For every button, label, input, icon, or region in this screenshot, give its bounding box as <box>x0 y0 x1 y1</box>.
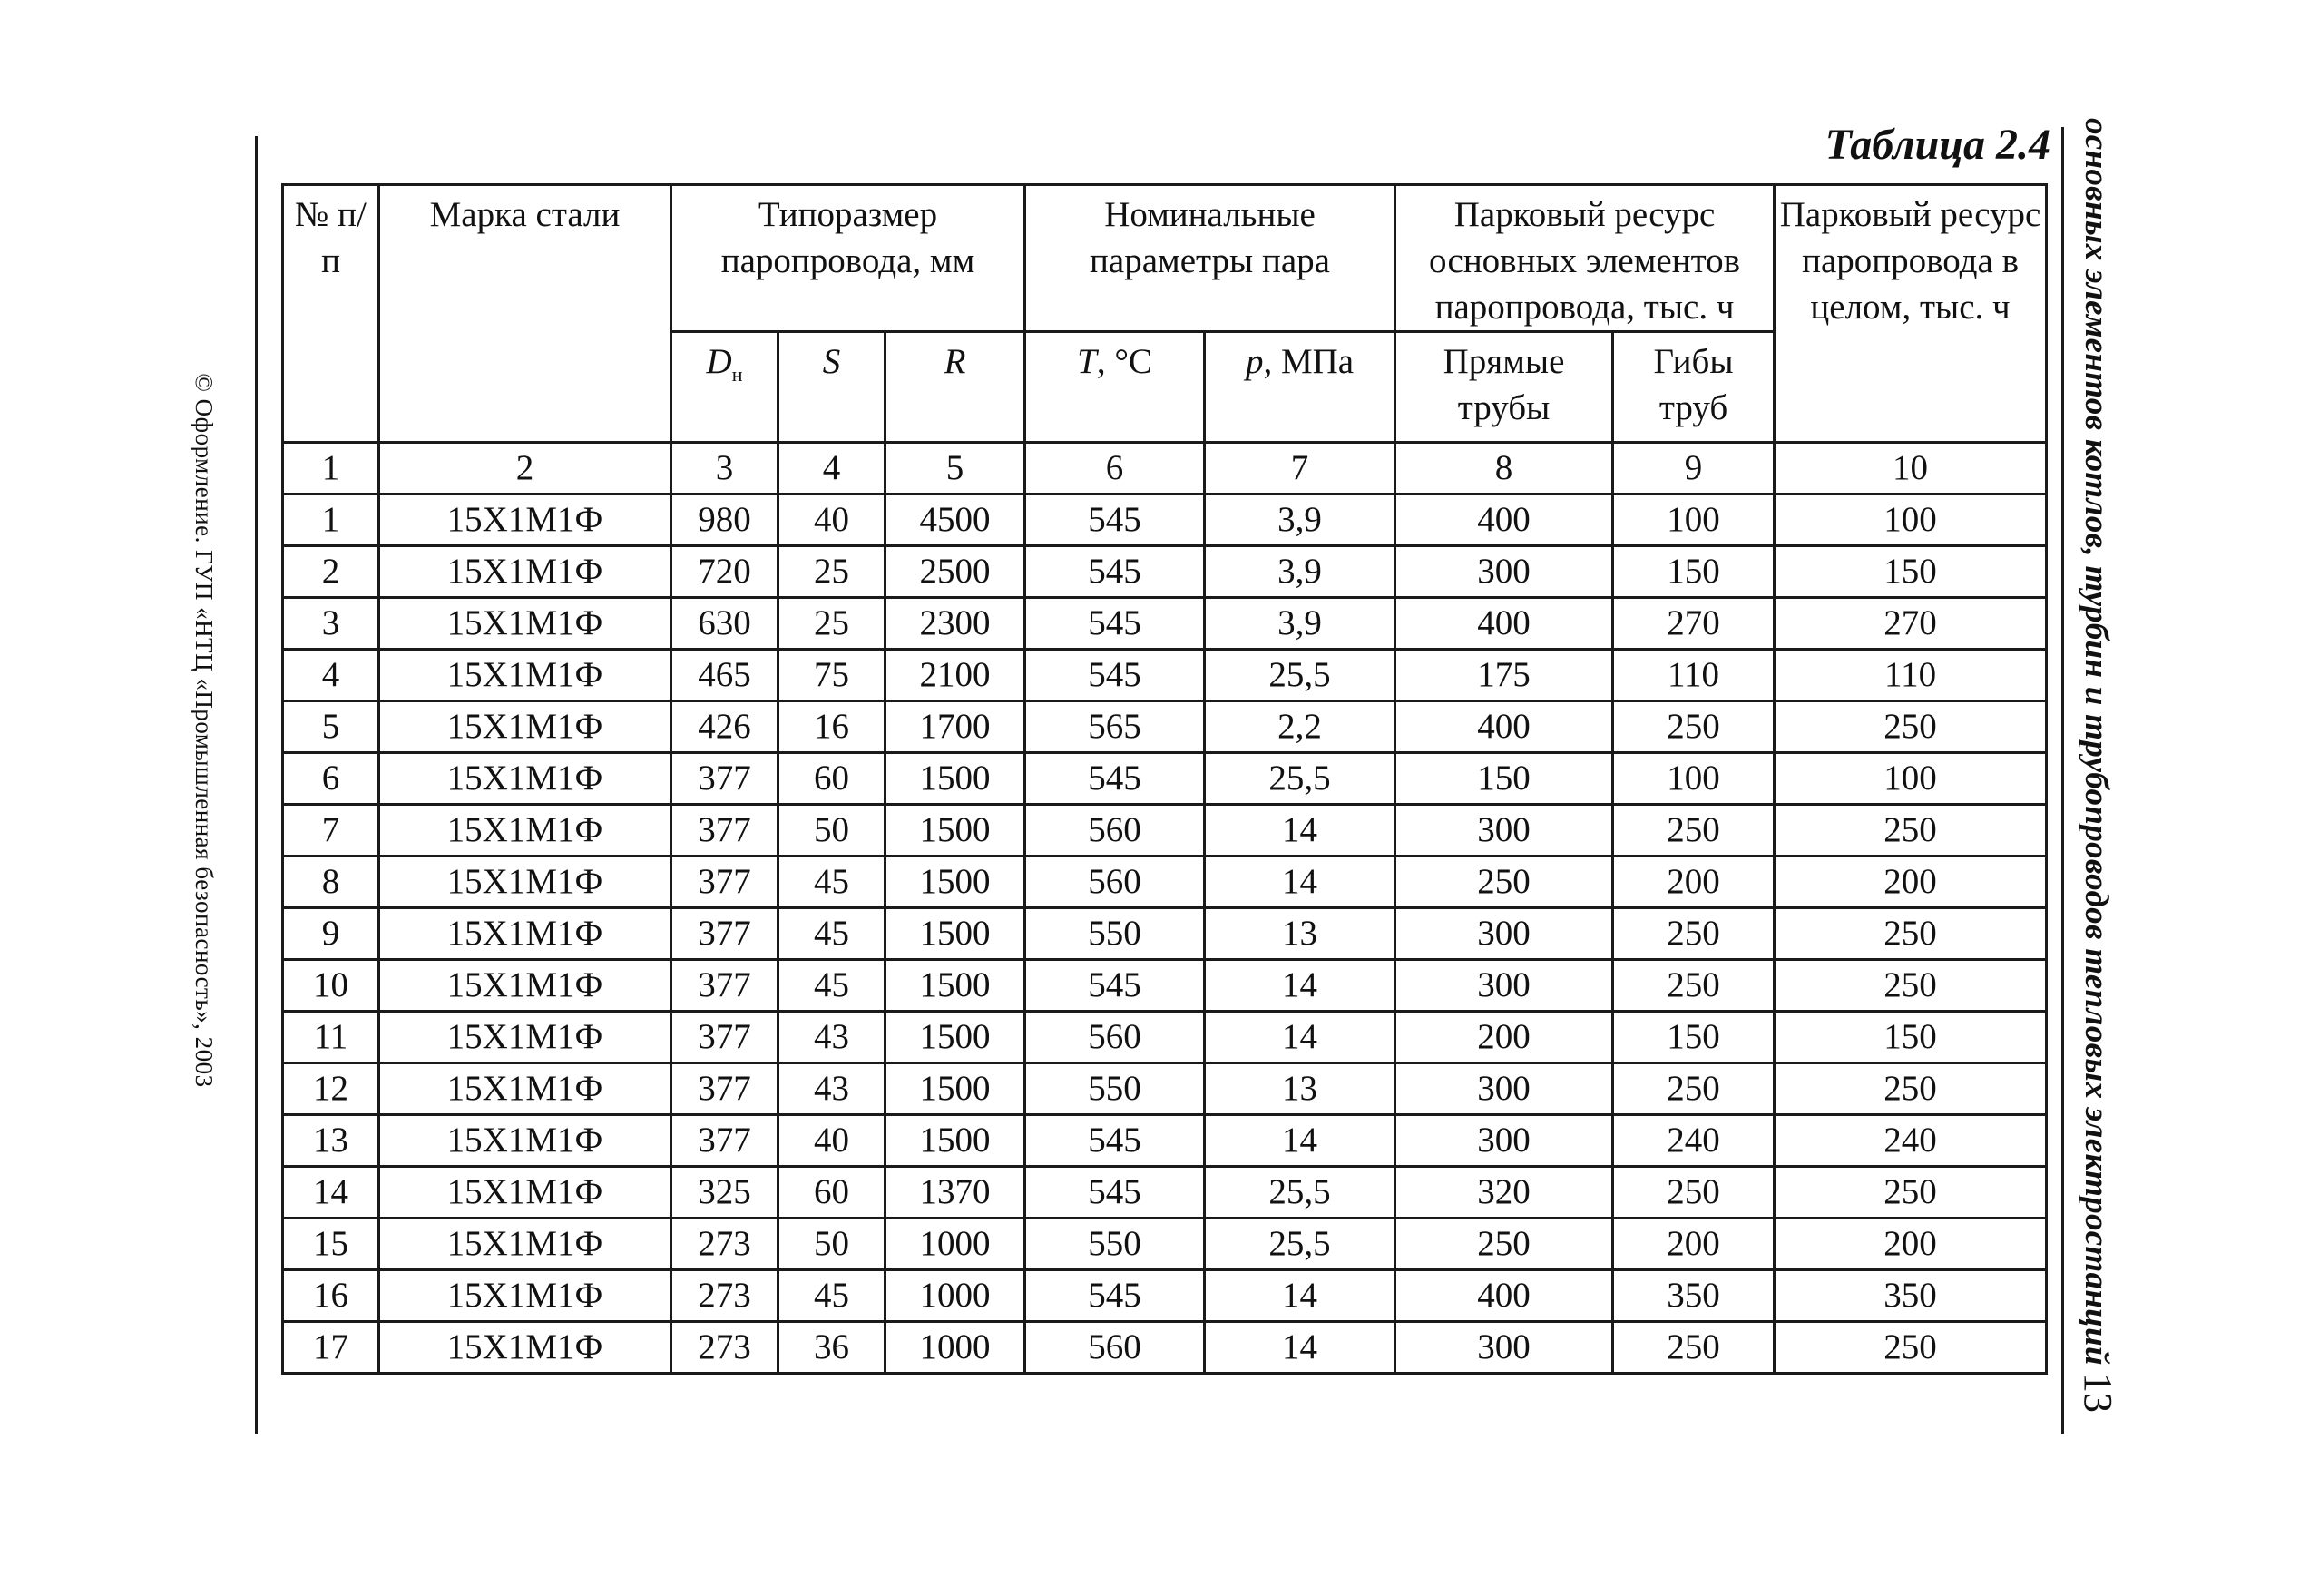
cell-temperature: 545 <box>1025 546 1205 598</box>
cell-wall-thickness: 40 <box>778 1115 885 1167</box>
cell-straight-pipes: 150 <box>1395 753 1613 805</box>
cell-steel-grade: 15Х1М1Ф <box>379 598 671 650</box>
cell-straight-pipes: 200 <box>1395 1012 1613 1063</box>
table-row <box>283 701 2047 753</box>
cell-total-resource: 110 <box>1775 650 2047 701</box>
header-bend-radius: R <box>885 332 1025 443</box>
cell-temperature: 560 <box>1025 1322 1205 1374</box>
column-number-cell: 4 <box>778 443 885 494</box>
cell-steel-grade: 15Х1М1Ф <box>379 1012 671 1063</box>
cell-wall-thickness: 43 <box>778 1063 885 1115</box>
table-row <box>283 650 2047 701</box>
cell-num: 11 <box>283 1012 379 1063</box>
cell-pressure: 13 <box>1205 908 1395 960</box>
cell-outer-diameter: 377 <box>671 908 778 960</box>
cell-total-resource: 250 <box>1775 908 2047 960</box>
header-straight-pipes: Прямые трубы <box>1395 332 1613 443</box>
cell-num: 10 <box>283 960 379 1012</box>
t-symbol: T <box>1077 342 1097 381</box>
cell-steel-grade: 15Х1М1Ф <box>379 960 671 1012</box>
cell-bend-radius: 1000 <box>885 1270 1025 1322</box>
table-row <box>283 1322 2047 1374</box>
cell-straight-pipes: 250 <box>1395 857 1613 908</box>
cell-num: 6 <box>283 753 379 805</box>
cell-pipe-bends: 250 <box>1613 1322 1775 1374</box>
cell-wall-thickness: 43 <box>778 1012 885 1063</box>
table-row <box>283 960 2047 1012</box>
cell-temperature: 545 <box>1025 598 1205 650</box>
table-row <box>283 494 2047 546</box>
cell-total-resource: 150 <box>1775 546 2047 598</box>
cell-bend-radius: 1500 <box>885 908 1025 960</box>
cell-num: 17 <box>283 1322 379 1374</box>
table-row <box>283 1063 2047 1115</box>
cell-pressure: 3,9 <box>1205 546 1395 598</box>
cell-total-resource: 250 <box>1775 960 2047 1012</box>
cell-steel-grade: 15Х1М1Ф <box>379 546 671 598</box>
cell-straight-pipes: 400 <box>1395 1270 1613 1322</box>
cell-wall-thickness: 60 <box>778 1167 885 1219</box>
cell-temperature: 560 <box>1025 857 1205 908</box>
cell-straight-pipes: 175 <box>1395 650 1613 701</box>
cell-wall-thickness: 25 <box>778 598 885 650</box>
cell-bend-radius: 1500 <box>885 753 1025 805</box>
cell-straight-pipes: 250 <box>1395 1219 1613 1270</box>
cell-total-resource: 250 <box>1775 1063 2047 1115</box>
cell-num: 5 <box>283 701 379 753</box>
cell-bend-radius: 1500 <box>885 1063 1025 1115</box>
cell-total-resource: 150 <box>1775 1012 2047 1063</box>
cell-outer-diameter: 273 <box>671 1322 778 1374</box>
cell-num: 1 <box>283 494 379 546</box>
cell-pipe-bends: 100 <box>1613 753 1775 805</box>
table-row <box>283 1115 2047 1167</box>
cell-bend-radius: 1700 <box>885 701 1025 753</box>
cell-steel-grade: 15Х1М1Ф <box>379 701 671 753</box>
cell-pipe-bends: 250 <box>1613 960 1775 1012</box>
cell-total-resource: 250 <box>1775 701 2047 753</box>
cell-wall-thickness: 60 <box>778 753 885 805</box>
cell-wall-thickness: 25 <box>778 546 885 598</box>
column-number-cell: 1 <box>283 443 379 494</box>
cell-pressure: 14 <box>1205 1270 1395 1322</box>
cell-temperature: 545 <box>1025 494 1205 546</box>
cell-steel-grade: 15Х1М1Ф <box>379 857 671 908</box>
header-element-resource: Парковый ресурс основных элементов паропровода, тыс. ч <box>1395 185 1775 332</box>
running-title: основных элементов котлов, турбин и трубопроводов тепловых электростанций <box>2078 118 2115 1366</box>
cell-outer-diameter: 980 <box>671 494 778 546</box>
table-row <box>283 1219 2047 1270</box>
cell-wall-thickness: 40 <box>778 494 885 546</box>
cell-straight-pipes: 320 <box>1395 1167 1613 1219</box>
cell-num: 2 <box>283 546 379 598</box>
cell-pipe-bends: 250 <box>1613 805 1775 857</box>
cell-straight-pipes: 300 <box>1395 908 1613 960</box>
cell-bend-radius: 1000 <box>885 1322 1025 1374</box>
column-number-cell: 7 <box>1205 443 1395 494</box>
left-margin-rule <box>255 136 258 1434</box>
header-steel-grade: Марка стали <box>379 185 671 443</box>
cell-pressure: 2,2 <box>1205 701 1395 753</box>
cell-pressure: 25,5 <box>1205 753 1395 805</box>
column-number-row <box>283 443 2047 494</box>
cell-wall-thickness: 45 <box>778 1270 885 1322</box>
cell-outer-diameter: 377 <box>671 753 778 805</box>
cell-bend-radius: 1500 <box>885 960 1025 1012</box>
cell-total-resource: 350 <box>1775 1270 2047 1322</box>
cell-pressure: 25,5 <box>1205 1167 1395 1219</box>
cell-pipe-bends: 250 <box>1613 1063 1775 1115</box>
cell-temperature: 560 <box>1025 1012 1205 1063</box>
table-row <box>283 857 2047 908</box>
cell-total-resource: 270 <box>1775 598 2047 650</box>
column-number-cell: 3 <box>671 443 778 494</box>
cell-pipe-bends: 110 <box>1613 650 1775 701</box>
cell-total-resource: 200 <box>1775 857 2047 908</box>
cell-outer-diameter: 325 <box>671 1167 778 1219</box>
cell-num: 13 <box>283 1115 379 1167</box>
p-symbol: p <box>1245 342 1264 381</box>
cell-pipe-bends: 250 <box>1613 1167 1775 1219</box>
cell-temperature: 560 <box>1025 805 1205 857</box>
cell-steel-grade: 15Х1М1Ф <box>379 1115 671 1167</box>
cell-steel-grade: 15Х1М1Ф <box>379 753 671 805</box>
cell-pressure: 14 <box>1205 960 1395 1012</box>
column-number-cell: 9 <box>1613 443 1775 494</box>
cell-temperature: 545 <box>1025 650 1205 701</box>
cell-steel-grade: 15Х1М1Ф <box>379 1063 671 1115</box>
cell-straight-pipes: 300 <box>1395 805 1613 857</box>
dn-symbol: D <box>706 342 732 381</box>
header-row-top <box>283 185 2047 332</box>
cell-temperature: 565 <box>1025 701 1205 753</box>
column-number-cell: 2 <box>379 443 671 494</box>
cell-pressure: 13 <box>1205 1063 1395 1115</box>
cell-pipe-bends: 350 <box>1613 1270 1775 1322</box>
cell-outer-diameter: 377 <box>671 1012 778 1063</box>
cell-num: 9 <box>283 908 379 960</box>
cell-steel-grade: 15Х1М1Ф <box>379 908 671 960</box>
cell-steel-grade: 15Х1М1Ф <box>379 1219 671 1270</box>
cell-outer-diameter: 377 <box>671 805 778 857</box>
right-margin-rule <box>2061 127 2064 1434</box>
cell-pressure: 14 <box>1205 1322 1395 1374</box>
table-title: Таблица 2.4 <box>1825 121 2050 169</box>
column-number-cell: 8 <box>1395 443 1613 494</box>
cell-pipe-bends: 270 <box>1613 598 1775 650</box>
cell-total-resource: 200 <box>1775 1219 2047 1270</box>
cell-num: 7 <box>283 805 379 857</box>
cell-wall-thickness: 75 <box>778 650 885 701</box>
cell-bend-radius: 1370 <box>885 1167 1025 1219</box>
cell-outer-diameter: 426 <box>671 701 778 753</box>
cell-steel-grade: 15Х1М1Ф <box>379 805 671 857</box>
cell-temperature: 545 <box>1025 753 1205 805</box>
cell-steel-grade: 15Х1М1Ф <box>379 494 671 546</box>
cell-straight-pipes: 300 <box>1395 960 1613 1012</box>
cell-pipe-bends: 250 <box>1613 908 1775 960</box>
cell-num: 14 <box>283 1167 379 1219</box>
header-num: № п/п <box>283 185 379 443</box>
cell-bend-radius: 2100 <box>885 650 1025 701</box>
cell-steel-grade: 15Х1М1Ф <box>379 650 671 701</box>
cell-total-resource: 250 <box>1775 1322 2047 1374</box>
cell-pressure: 14 <box>1205 1115 1395 1167</box>
cell-bend-radius: 1000 <box>885 1219 1025 1270</box>
cell-outer-diameter: 273 <box>671 1270 778 1322</box>
cell-num: 3 <box>283 598 379 650</box>
column-number-cell: 6 <box>1025 443 1205 494</box>
column-number-cell: 5 <box>885 443 1025 494</box>
cell-pressure: 3,9 <box>1205 494 1395 546</box>
cell-wall-thickness: 45 <box>778 908 885 960</box>
cell-outer-diameter: 377 <box>671 1115 778 1167</box>
cell-steel-grade: 15Х1М1Ф <box>379 1322 671 1374</box>
cell-bend-radius: 1500 <box>885 1012 1025 1063</box>
cell-outer-diameter: 465 <box>671 650 778 701</box>
header-temperature <box>1025 332 1205 443</box>
cell-total-resource: 240 <box>1775 1115 2047 1167</box>
cell-pressure: 3,9 <box>1205 598 1395 650</box>
cell-pressure: 14 <box>1205 1012 1395 1063</box>
cell-pressure: 14 <box>1205 805 1395 857</box>
cell-pipe-bends: 200 <box>1613 857 1775 908</box>
cell-wall-thickness: 45 <box>778 857 885 908</box>
cell-straight-pipes: 400 <box>1395 598 1613 650</box>
cell-straight-pipes: 300 <box>1395 546 1613 598</box>
cell-pipe-bends: 100 <box>1613 494 1775 546</box>
cell-temperature: 550 <box>1025 1219 1205 1270</box>
t-unit: , °С <box>1096 342 1152 381</box>
table-row <box>283 1012 2047 1063</box>
cell-total-resource: 250 <box>1775 805 2047 857</box>
cell-pressure: 25,5 <box>1205 1219 1395 1270</box>
table-row <box>283 1270 2047 1322</box>
cell-straight-pipes: 300 <box>1395 1063 1613 1115</box>
cell-steel-grade: 15Х1М1Ф <box>379 1270 671 1322</box>
cell-steel-grade: 15Х1М1Ф <box>379 1167 671 1219</box>
cell-pipe-bends: 200 <box>1613 1219 1775 1270</box>
cell-total-resource: 100 <box>1775 753 2047 805</box>
cell-temperature: 545 <box>1025 1270 1205 1322</box>
cell-bend-radius: 4500 <box>885 494 1025 546</box>
cell-pressure: 25,5 <box>1205 650 1395 701</box>
cell-num: 8 <box>283 857 379 908</box>
cell-num: 12 <box>283 1063 379 1115</box>
cell-bend-radius: 2500 <box>885 546 1025 598</box>
header-pipe-size: Типоразмер паропровода, мм <box>671 185 1025 332</box>
cell-pipe-bends: 250 <box>1613 701 1775 753</box>
cell-bend-radius: 1500 <box>885 1115 1025 1167</box>
header-outer-diameter <box>671 332 778 443</box>
cell-total-resource: 100 <box>1775 494 2047 546</box>
cell-bend-radius: 1500 <box>885 857 1025 908</box>
cell-temperature: 545 <box>1025 960 1205 1012</box>
cell-total-resource: 250 <box>1775 1167 2047 1219</box>
table-row <box>283 546 2047 598</box>
cell-num: 15 <box>283 1219 379 1270</box>
header-wall-thickness: S <box>778 332 885 443</box>
cell-straight-pipes: 300 <box>1395 1322 1613 1374</box>
header-pressure <box>1205 332 1395 443</box>
cell-straight-pipes: 400 <box>1395 494 1613 546</box>
cell-bend-radius: 1500 <box>885 805 1025 857</box>
column-number-cell: 10 <box>1775 443 2047 494</box>
cell-outer-diameter: 377 <box>671 857 778 908</box>
header-pipe-bends: Гибы труб <box>1613 332 1775 443</box>
cell-outer-diameter: 377 <box>671 1063 778 1115</box>
cell-pipe-bends: 240 <box>1613 1115 1775 1167</box>
cell-outer-diameter: 377 <box>671 960 778 1012</box>
cell-outer-diameter: 630 <box>671 598 778 650</box>
cell-pipe-bends: 150 <box>1613 546 1775 598</box>
cell-num: 4 <box>283 650 379 701</box>
table-row <box>283 1167 2047 1219</box>
p-unit: , МПа <box>1263 342 1355 381</box>
table-row <box>283 598 2047 650</box>
page-number: 13 <box>2076 1373 2120 1413</box>
cell-straight-pipes: 400 <box>1395 701 1613 753</box>
table-row <box>283 753 2047 805</box>
table-row <box>283 805 2047 857</box>
table-row <box>283 908 2047 960</box>
cell-wall-thickness: 16 <box>778 701 885 753</box>
cell-num: 16 <box>283 1270 379 1322</box>
header-steam-params: Номинальные параметры пара <box>1025 185 1395 332</box>
cell-temperature: 550 <box>1025 908 1205 960</box>
cell-wall-thickness: 45 <box>778 960 885 1012</box>
dn-subscript: н <box>731 362 743 386</box>
cell-straight-pipes: 300 <box>1395 1115 1613 1167</box>
cell-outer-diameter: 720 <box>671 546 778 598</box>
cell-outer-diameter: 273 <box>671 1219 778 1270</box>
cell-temperature: 545 <box>1025 1115 1205 1167</box>
header-total-resource: Парковый ресурс паропровода в целом, тыс. ч <box>1775 185 2047 443</box>
copyright-sidebar: © Оформление. ГУП «НТЦ «Промышленная безопасность», 2003 <box>191 373 218 1088</box>
cell-temperature: 550 <box>1025 1063 1205 1115</box>
cell-bend-radius: 2300 <box>885 598 1025 650</box>
steam-pipe-resource-table <box>281 183 2048 1375</box>
cell-wall-thickness: 50 <box>778 1219 885 1270</box>
cell-pipe-bends: 150 <box>1613 1012 1775 1063</box>
cell-temperature: 545 <box>1025 1167 1205 1219</box>
cell-pressure: 14 <box>1205 857 1395 908</box>
cell-wall-thickness: 36 <box>778 1322 885 1374</box>
cell-wall-thickness: 50 <box>778 805 885 857</box>
